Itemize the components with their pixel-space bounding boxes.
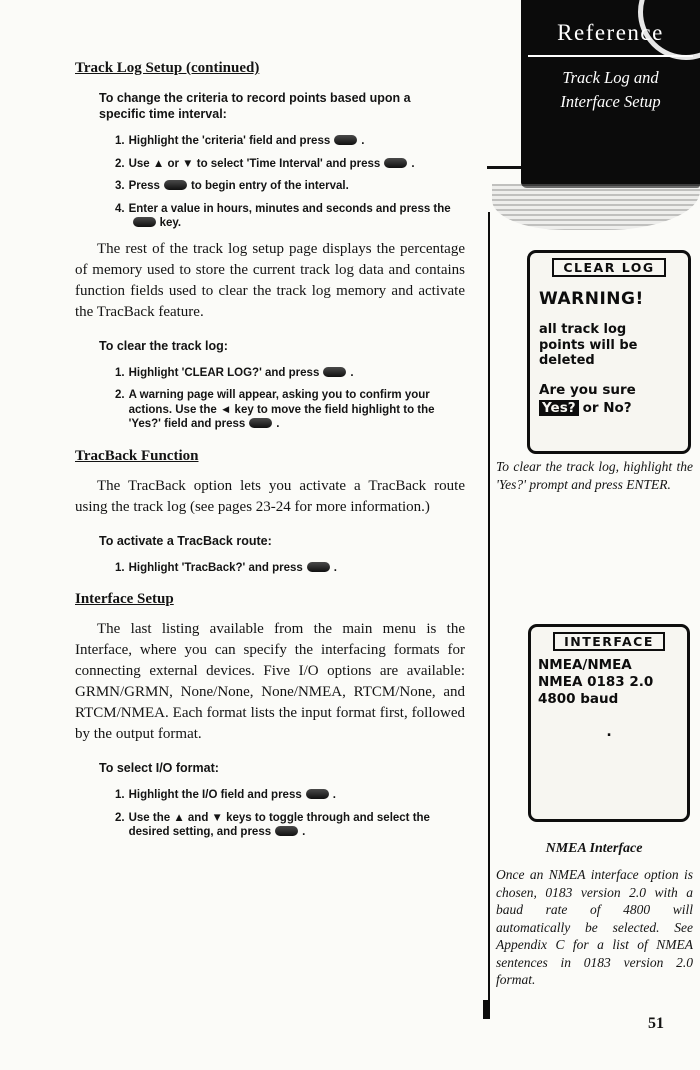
interface-caption-title: NMEA Interface (545, 841, 643, 856)
step-row (115, 388, 463, 432)
section-title: Reference (557, 20, 664, 45)
step-text-after: . (276, 418, 280, 430)
step-number: 1. (115, 135, 125, 147)
step-number: 1. (115, 561, 125, 574)
enter-key-icon (249, 418, 272, 428)
screen-title: INTERFACE (553, 632, 665, 651)
procedure-intro-clear-log: To clear the track log: (99, 338, 228, 353)
main-column (75, 60, 465, 848)
step-row (115, 179, 463, 194)
reference-header-box (521, 0, 700, 188)
step-row (115, 788, 463, 803)
screen-line: all track log (539, 322, 627, 337)
enter-key-icon (133, 217, 156, 227)
procedure-intro-tracback: To activate a TracBack route: (99, 533, 272, 548)
print-tab-mark (483, 1000, 490, 1019)
no-option: or No? (582, 399, 632, 416)
step-row (115, 366, 463, 381)
page-number: 51 (648, 1015, 664, 1032)
step-number: 2. (115, 811, 125, 824)
heading-track-log-setup: Track Log Setup (continued) (75, 60, 260, 76)
step-row (115, 134, 463, 149)
heading-interface-setup: Interface Setup (75, 591, 174, 607)
column-divider (488, 212, 490, 1010)
step-row (115, 202, 463, 231)
decorative-swoosh-icon (638, 0, 700, 60)
procedure-intro-time-interval: To change the criteria to record points based upon a specific time interval: (99, 91, 411, 121)
screen-line: NMEA/NMEA (538, 657, 632, 673)
procedure-intro-io-format: To select I/O format: (99, 761, 219, 775)
step-row (115, 811, 463, 840)
interface-caption: Once an NMEA interface option is chosen, 0183 version 2.0 with a baud rate of 4800 will automatically be selected. See Appendix C for a list of NMEA sentences in 0183 version 2.0 format. (496, 867, 693, 987)
clear-log-caption: To clear the track log, highlight the 'Yes?' prompt and press ENTER. (496, 459, 693, 492)
step-text-after: . (411, 157, 415, 170)
enter-key-icon (275, 826, 298, 836)
yes-option-highlighted: Yes? (539, 400, 579, 416)
confirm-options (539, 400, 688, 416)
heading-tracback-function: TracBack Function (75, 447, 199, 464)
step-text-after: . (333, 561, 337, 574)
step-row (115, 157, 463, 172)
step-text: Use ▲ or ▼ to select 'Time Interval' and press (128, 157, 381, 170)
section-subtitle-line1: Track Log and (562, 68, 659, 87)
confirm-prompt: Are you sure (539, 381, 636, 398)
step-text-after: . (350, 366, 354, 379)
step-number: 3. (115, 180, 125, 192)
screen-line: NMEA 0183 2.0 (538, 674, 654, 690)
memory-paragraph: The rest of the track log setup page displays the percentage of memory used to store the current track log data and contains function fields used to clear the track log memory and activate the TracBack feature. (75, 240, 465, 320)
step-text-after: . (361, 135, 365, 147)
step-text: Highlight 'CLEAR LOG?' and press (128, 366, 320, 379)
steps-tracback (115, 561, 463, 576)
enter-key-icon (164, 180, 187, 190)
enter-key-icon (334, 135, 357, 145)
enter-key-icon (306, 789, 329, 799)
step-text-after: . (332, 789, 336, 801)
screen-title: CLEAR LOG (552, 258, 665, 277)
step-text-after: to begin entry of the interval. (190, 180, 349, 192)
enter-key-icon (307, 562, 330, 572)
globe-artwork (492, 184, 700, 230)
gps-screen-clear-log (527, 250, 691, 454)
step-text-after: . (302, 826, 306, 838)
header-rule-extension (487, 166, 521, 169)
steps-io-format (115, 788, 463, 840)
step-row (115, 561, 463, 576)
step-number: 2. (115, 157, 125, 170)
gps-screen-interface (528, 624, 690, 822)
screen-cursor-dot: . (606, 724, 612, 740)
step-text: Use the ▲ and ▼ keys to toggle through and select the desired setting, and press (128, 811, 430, 838)
section-subtitle-line2: Interface Setup (560, 92, 661, 111)
enter-key-icon (384, 158, 407, 168)
screen-line: points will be (539, 337, 638, 353)
tracback-paragraph: The TracBack option lets you activate a TracBack route using the track log (see pages 23-24 for more information.) (75, 477, 465, 515)
steps-time-interval (115, 134, 463, 231)
step-text: Press (128, 180, 160, 192)
step-text: Enter a value in hours, minutes and seconds and press the (128, 202, 451, 215)
screen-line: 4800 baud (538, 691, 619, 707)
enter-key-icon (323, 367, 346, 377)
steps-clear-log (115, 366, 463, 432)
step-number: 4. (115, 202, 125, 215)
step-text: Highlight the I/O field and press (128, 789, 302, 801)
step-number: 1. (115, 366, 125, 379)
step-text-after: key. (159, 217, 182, 229)
step-text: Highlight the 'criteria' field and press (128, 135, 331, 147)
step-number: 1. (115, 789, 125, 801)
step-text: Highlight 'TracBack?' and press (128, 561, 303, 574)
interface-paragraph: The last listing available from the main menu is the Interface, where you can specify the interfacing formats for connecting external devices. Five I/O options are available: GRMN/GRMN, None/None, None/NMEA, RTCM/None, and RTCM/NMEA. Each format lists the input format first, followed by the output format. (75, 621, 465, 742)
step-number: 2. (115, 389, 125, 401)
screen-line: deleted (539, 353, 595, 368)
step-text: A warning page will appear, asking you to confirm your actions. Use the ◄ key to move the field highlight to the 'Yes?' field and press (128, 389, 435, 430)
warning-text: WARNING! (539, 289, 644, 309)
